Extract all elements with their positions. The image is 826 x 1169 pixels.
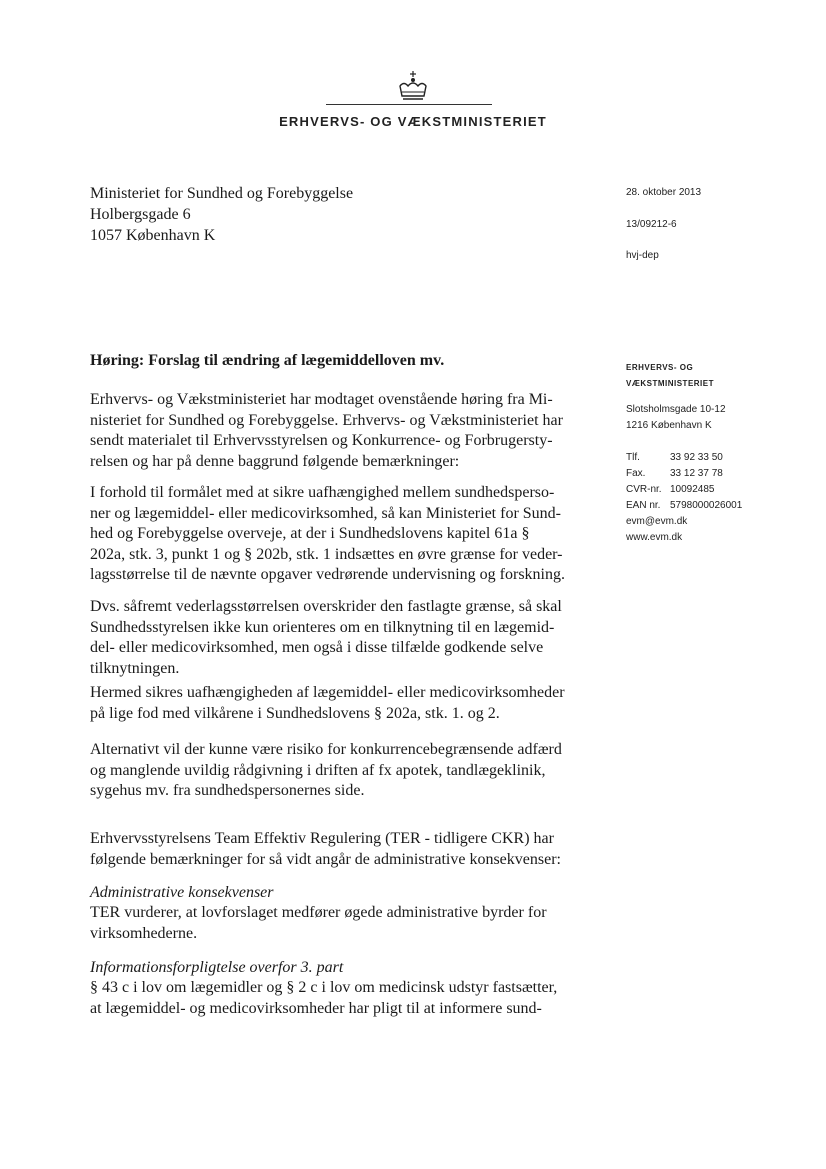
paragraph-6: Erhvervsstyrelsens Team Effektiv Regulering (TER - tidligere CKR) har følgende bemærkninger for så vidt angår de administrative konsekvenser: — [90, 830, 561, 868]
recipient-street: Holbergsgade 6 — [90, 206, 191, 223]
contact-phone: Tlf. 33 92 33 50 — [626, 452, 723, 463]
contact-cvr: CVR-nr. 10092485 — [626, 484, 715, 495]
paragraph-5: Alternativt vil der kunne være risiko for konkurrencebegrænsende adfærd og manglende uvildig rådgivning i driften af fx apotek, tandlægeklinik, sygehus mv. fra sundhedspersonernes side. — [90, 741, 562, 799]
paragraph-1: Erhvervs- og Vækstministeriet har modtaget ovenstående høring fra Mi- nisteriet for Sundhed og Forebyggelse. Erhvervs- og Vækstministeriet har sendt materialet til Erhvervsstyrelsen og Konkurrence- og Forbrugersty- relsen og har på denne baggrund følgende bemærkninger: — [90, 391, 563, 470]
letter-subject: Høring: Forslag til ændring af lægemiddelloven mv. — [90, 352, 445, 369]
paragraph-4: Hermed sikres uafhængigheden af lægemiddel- eller medicovirksomheder på lige fod med vilkårene i Sundhedslovens § 202a, stk. 1. og 2. — [90, 684, 565, 722]
paragraph-8: § 43 c i lov om lægemidler og § 2 c i lov om medicinsk udstyr fastsætter, at lægemiddel- og medicovirksomheder har pligt til at informere sund- — [90, 979, 558, 1017]
sender-name: ERHVERVS- OG VÆKSTMINISTERIET — [626, 363, 715, 388]
author-initials: hvj-dep — [626, 250, 659, 261]
crown-icon — [396, 70, 430, 102]
recipient-city: 1057 København K — [90, 227, 216, 244]
reference-number: 13/09212-6 — [626, 219, 677, 230]
sender-contacts — [626, 450, 742, 546]
paragraph-3: Dvs. såfremt vederlagsstørrelsen overskrider den fastlagte grænse, så skal Sundhedsstyrelsen ikke kun orienteres om en tilknytning til en lægemid- del- eller medicovirksomhed, men også i disse tilfælde godkende selve tilknytningen. — [90, 598, 562, 677]
paragraph-7: TER vurderer, at lovforslaget medfører øgede administrative byrder for virksomhederne. — [90, 904, 547, 942]
sender-website[interactable]: www.evm.dk — [626, 532, 683, 543]
contact-ean: EAN nr. 5798000026001 — [626, 500, 743, 511]
sender-email[interactable]: evm@evm.dk — [626, 516, 688, 527]
sender-address: Slotsholmsgade 10-12 1216 København K — [626, 404, 726, 431]
logo-rule — [326, 104, 492, 105]
contact-fax: Fax. 33 12 37 78 — [626, 468, 723, 479]
section-heading-information: Informationsforpligtelse overfor 3. part — [90, 959, 344, 976]
letterhead — [0, 70, 826, 140]
letter-date: 28. oktober 2013 — [626, 187, 702, 198]
recipient-name: Ministeriet for Sundhed og Forebyggelse — [90, 185, 354, 202]
section-heading-administrative: Administrative konsekvenser — [90, 884, 274, 901]
paragraph-2: I forhold til formålet med at sikre uafhængighed mellem sundhedsperso- ner og lægemiddel- eller medicovirksomhed, så kan Ministeriet for Sund- hed og Forebyggelse overveje, at der i Sundhedslovens kapitel 61a § 202a, stk. 3, punkt 1 og § 202b, stk. 1 indsættes en øvre grænse for veder- lagsstørrelse til de nævnte opgaver vedrørende undervisning og forskning. — [90, 484, 565, 583]
ministry-name: ERHVERVS- OG VÆKSTMINISTERIET — [279, 114, 547, 129]
recipient-address — [90, 183, 353, 246]
